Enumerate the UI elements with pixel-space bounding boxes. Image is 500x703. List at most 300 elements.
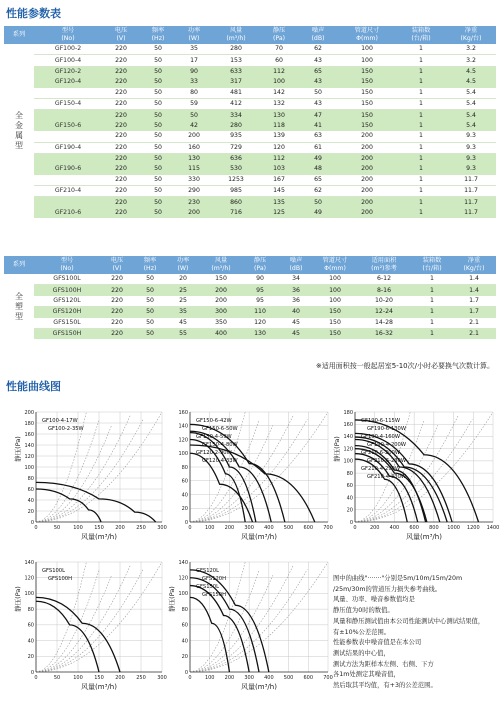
- table-cell: 1: [412, 328, 452, 339]
- table-row: [4, 66, 496, 77]
- y-tick-label: 120: [178, 437, 188, 444]
- table-cell: 220: [100, 328, 134, 339]
- x-axis-label: 风量(m³/h): [81, 683, 117, 691]
- table-cell: 100: [314, 274, 356, 285]
- table-cell: 63: [298, 131, 338, 142]
- table-cell: 45: [166, 318, 200, 329]
- table-cell: 43: [298, 55, 338, 66]
- table-cell: 130: [176, 153, 212, 164]
- table-cell: 50: [176, 110, 212, 121]
- y-tick-label: 140: [178, 559, 188, 566]
- table-cell: 220: [102, 121, 140, 131]
- table-cell: 150: [314, 328, 356, 339]
- table-cell: 59: [176, 98, 212, 109]
- y-tick-label: 160: [178, 409, 188, 416]
- x-tick-label: 150: [94, 675, 104, 681]
- table-cell: 1: [396, 131, 446, 142]
- table-cell: 220: [100, 296, 134, 307]
- table-cell: 115: [176, 164, 212, 174]
- table-cell: 220: [102, 77, 140, 87]
- table-cell: 200: [176, 131, 212, 142]
- table-cell: 20: [166, 274, 200, 285]
- column-header: 净重 (Kg/台): [446, 26, 496, 44]
- table-cell: 150: [338, 110, 396, 121]
- column-header: 管道尺寸 Φ(mm): [314, 256, 356, 274]
- chart-gf120-gf150: [170, 398, 335, 548]
- table-cell: 3.2: [446, 44, 496, 55]
- x-tick-label: 600: [303, 675, 314, 681]
- x-tick-label: 200: [115, 675, 125, 681]
- table-cell: 110: [242, 307, 278, 318]
- y-tick-label: 140: [24, 559, 34, 566]
- table-cell: 153: [212, 55, 260, 66]
- table-cell: 220: [102, 142, 140, 153]
- table-row: [4, 55, 496, 66]
- note-line: 图中的曲线"·······"分别是5m/10m/15m/20m: [333, 575, 463, 582]
- table-cell: 118: [260, 121, 298, 131]
- table-cell: 1: [396, 88, 446, 99]
- table-cell: 1: [396, 164, 446, 174]
- y-tick-label: 60: [346, 483, 353, 490]
- table-cell: 8-16: [356, 285, 412, 296]
- series-curve: [36, 601, 99, 672]
- model-cell: GFS150H: [34, 328, 100, 339]
- table-cell: 12-24: [356, 307, 412, 318]
- table-cell: 34: [278, 274, 314, 285]
- column-header: 电压 (V): [100, 256, 134, 274]
- table-cell: 4.5: [446, 66, 496, 77]
- table-cell: 5.4: [446, 121, 496, 131]
- table-cell: 220: [102, 88, 140, 99]
- y-tick-label: 140: [24, 442, 34, 449]
- model-cell: GFS100H: [34, 285, 100, 296]
- table-cell: 145: [260, 186, 298, 197]
- x-tick-label: 600: [409, 525, 419, 531]
- note-line: 静压值为0时的数值。: [333, 607, 394, 615]
- table-cell: 1: [396, 98, 446, 109]
- series-label: GF120-2-90W: [196, 450, 232, 456]
- duct-loss-curve: [36, 425, 112, 522]
- x-axis-label: 风量(m³/h): [241, 533, 277, 541]
- table-row: [4, 318, 496, 329]
- y-tick-label: 40: [27, 497, 34, 504]
- table-row: [4, 164, 496, 174]
- y-tick-label: 40: [346, 495, 353, 502]
- table-cell: 49: [298, 153, 338, 164]
- x-tick-label: 200: [224, 675, 235, 681]
- table-cell: 100: [338, 44, 396, 55]
- x-axis-label: 风量(m³/h): [406, 533, 442, 541]
- table-row: [4, 197, 496, 208]
- table-cell: 50: [140, 44, 176, 55]
- x-tick-label: 500: [283, 675, 294, 681]
- table-cell: 35: [166, 307, 200, 318]
- y-tick-label: 0: [349, 519, 353, 526]
- y-tick-label: 20: [346, 507, 353, 514]
- model-cell: GF120-4: [34, 77, 102, 87]
- table-cell: 4.5: [446, 77, 496, 87]
- table-row: [4, 296, 496, 307]
- x-tick-label: 1000: [447, 525, 460, 531]
- table-cell: 5.4: [446, 110, 496, 121]
- table-cell: 25: [166, 296, 200, 307]
- y-tick-label: 20: [27, 654, 34, 661]
- x-tick-label: 0: [353, 525, 357, 531]
- y-tick-label: 100: [24, 464, 34, 471]
- model-cell: [34, 153, 102, 164]
- table-cell: 1: [412, 307, 452, 318]
- y-tick-label: 100: [178, 591, 188, 598]
- series-label: GF210-6-230W: [367, 458, 406, 464]
- y-axis-label: 静压(Pa): [14, 586, 22, 612]
- table-cell: 200: [338, 153, 396, 164]
- table-cell: 62: [298, 44, 338, 55]
- table-cell: 317: [212, 77, 260, 87]
- table-cell: 11.7: [446, 186, 496, 197]
- table-cell: 300: [200, 307, 242, 318]
- note-line: 有±10%公差范围。: [333, 628, 391, 636]
- table-cell: 150: [338, 66, 396, 77]
- y-tick-label: 60: [181, 478, 188, 485]
- table-cell: 935: [212, 131, 260, 142]
- x-tick-label: 200: [369, 525, 380, 531]
- x-tick-label: 200: [224, 525, 235, 531]
- table-cell: 120: [242, 318, 278, 329]
- y-tick-label: 40: [181, 638, 188, 645]
- table-cell: 45: [278, 318, 314, 329]
- table-cell: 130: [260, 110, 298, 121]
- x-tick-label: 300: [244, 675, 254, 681]
- x-tick-label: 0: [34, 525, 38, 531]
- series-label: GF100-4-17W: [42, 418, 78, 424]
- table-cell: 150: [200, 274, 242, 285]
- x-tick-label: 800: [429, 525, 439, 531]
- series-label: GF150-6-42W: [196, 418, 232, 424]
- table-cell: 1: [396, 55, 446, 66]
- table-cell: 40: [278, 307, 314, 318]
- table-cell: 33: [176, 77, 212, 87]
- x-tick-label: 700: [323, 675, 333, 681]
- x-tick-label: 100: [73, 525, 83, 531]
- table-cell: 120: [260, 142, 298, 153]
- table-row: [4, 307, 496, 318]
- table-row: [4, 77, 496, 87]
- x-tick-label: 100: [204, 675, 215, 681]
- table-cell: 1.4: [452, 285, 496, 296]
- table-cell: 200: [338, 208, 396, 218]
- x-tick-label: 100: [73, 675, 83, 681]
- series-label: GF150-6-50W: [202, 426, 238, 432]
- table-cell: 481: [212, 88, 260, 99]
- column-header: 功率 (W): [166, 256, 200, 274]
- table-cell: 50: [298, 197, 338, 208]
- table-cell: 65: [298, 66, 338, 77]
- model-cell: GF190-6: [34, 164, 102, 174]
- model-cell: GF190-4: [34, 142, 102, 153]
- table-cell: 220: [102, 197, 140, 208]
- table-cell: 412: [212, 98, 260, 109]
- table-cell: 1: [412, 318, 452, 329]
- chart-gf100: [0, 398, 170, 548]
- series-label: GF210-6-200W: [361, 450, 400, 456]
- x-tick-label: 500: [283, 525, 294, 531]
- series-label: GFS150H: [202, 592, 227, 598]
- table-row: [4, 98, 496, 109]
- table-cell: 636: [212, 153, 260, 164]
- table-row: [4, 285, 496, 296]
- table-cell: 50: [134, 318, 166, 329]
- table-cell: 150: [338, 98, 396, 109]
- y-tick-label: 120: [178, 575, 188, 582]
- column-header: 风量 (m³/h): [200, 256, 242, 274]
- y-tick-label: 40: [27, 638, 34, 645]
- column-header: 静压 (Pa): [260, 26, 298, 44]
- table-cell: 16-32: [356, 328, 412, 339]
- model-cell: GF210-4: [34, 186, 102, 197]
- column-header: 系列: [4, 256, 34, 274]
- table-cell: 50: [140, 66, 176, 77]
- table-cell: 220: [102, 164, 140, 174]
- table-cell: 50: [140, 208, 176, 218]
- series-label: GF150-4-80W: [202, 442, 238, 448]
- table-cell: 220: [102, 208, 140, 218]
- table-cell: 130: [242, 328, 278, 339]
- table-cell: 290: [176, 186, 212, 197]
- x-tick-label: 300: [157, 525, 167, 531]
- table-row: [4, 175, 496, 186]
- table-cell: 135: [260, 197, 298, 208]
- table-cell: 1: [396, 121, 446, 131]
- series-label: GFS120H: [202, 576, 227, 582]
- y-tick-label: 40: [181, 492, 188, 499]
- table-cell: 2.1: [452, 328, 496, 339]
- model-cell: [34, 197, 102, 208]
- table-cell: 200: [338, 164, 396, 174]
- y-tick-label: 120: [24, 453, 34, 460]
- table-cell: 50: [134, 307, 166, 318]
- table-cell: 100: [314, 296, 356, 307]
- table-cell: 100: [338, 55, 396, 66]
- table-cell: 9.3: [446, 153, 496, 164]
- table-cell: 220: [102, 153, 140, 164]
- table-cell: 200: [338, 186, 396, 197]
- series-label: GF190-6-115W: [361, 418, 400, 424]
- y-tick-label: 0: [30, 519, 34, 526]
- plastic-series-table: [4, 256, 496, 339]
- model-cell: GFS150L: [34, 318, 100, 329]
- table-cell: 6-12: [356, 274, 412, 285]
- column-header: 适用面积 (m²)参考: [356, 256, 412, 274]
- table-row: [4, 121, 496, 131]
- duct-loss-curve: [36, 575, 112, 672]
- table-cell: 1: [412, 274, 452, 285]
- table-cell: 25: [166, 285, 200, 296]
- table-cell: 200: [338, 175, 396, 186]
- table-cell: 42: [176, 121, 212, 131]
- y-axis-label: 静压(Pa): [168, 586, 176, 612]
- duct-loss-curve: [36, 420, 99, 522]
- y-tick-label: 80: [346, 470, 353, 477]
- series-label: GF190-4-160W: [361, 434, 400, 440]
- column-header: 风量 (m³/h): [212, 26, 260, 44]
- model-cell: GF100-2: [34, 44, 102, 55]
- table-cell: 9.3: [446, 142, 496, 153]
- table-cell: 65: [298, 175, 338, 186]
- table-cell: 60: [260, 55, 298, 66]
- table-cell: 11.7: [446, 208, 496, 218]
- table-cell: 1253: [212, 175, 260, 186]
- table-cell: 35: [176, 44, 212, 55]
- table-cell: 200: [200, 296, 242, 307]
- table-cell: 50: [134, 274, 166, 285]
- table-cell: 139: [260, 131, 298, 142]
- series-label: GF210-4-290W: [361, 466, 400, 472]
- table-cell: 55: [166, 328, 200, 339]
- x-tick-label: 200: [115, 525, 125, 531]
- column-header: 管道尺寸 Φ(mm): [338, 26, 396, 44]
- table-cell: 230: [176, 197, 212, 208]
- table-cell: 50: [140, 153, 176, 164]
- table-cell: 220: [102, 131, 140, 142]
- table-cell: 100: [260, 77, 298, 87]
- y-tick-label: 20: [181, 654, 188, 661]
- table-cell: 150: [314, 307, 356, 318]
- table-cell: 43: [298, 98, 338, 109]
- column-header: 噪声 (dB): [298, 26, 338, 44]
- table-cell: 48: [298, 164, 338, 174]
- series-label: 全塑型: [4, 274, 34, 339]
- table-cell: 160: [176, 142, 212, 153]
- table-cell: 36: [278, 285, 314, 296]
- table-cell: 200: [338, 131, 396, 142]
- table-cell: 9.3: [446, 131, 496, 142]
- table-cell: 2.1: [452, 318, 496, 329]
- column-header: 功率 (W): [176, 26, 212, 44]
- model-cell: GF120-2: [34, 66, 102, 77]
- table-row: [4, 274, 496, 285]
- table-cell: 50: [140, 77, 176, 87]
- table-cell: 3.2: [446, 55, 496, 66]
- table-cell: 1: [396, 77, 446, 87]
- table-cell: 41: [298, 121, 338, 131]
- column-header: 电压 (V): [102, 26, 140, 44]
- table-cell: 11.7: [446, 197, 496, 208]
- x-tick-label: 300: [244, 525, 254, 531]
- table-cell: 50: [140, 55, 176, 66]
- x-tick-label: 400: [264, 675, 274, 681]
- note-line: 然后取其平均值，有+3的公差范围。: [333, 682, 437, 690]
- y-tick-label: 100: [178, 451, 188, 458]
- table-cell: 9.3: [446, 164, 496, 174]
- table-cell: 220: [100, 285, 134, 296]
- x-tick-label: 400: [389, 525, 400, 531]
- table-cell: 530: [212, 164, 260, 174]
- column-header: 装箱数 (台/箱): [396, 26, 446, 44]
- x-tick-label: 250: [136, 525, 146, 531]
- table-cell: 49: [298, 208, 338, 218]
- table-row: [4, 110, 496, 121]
- model-cell: GF100-4: [34, 55, 102, 66]
- y-tick-label: 100: [24, 591, 34, 598]
- note-line: 各1m处测定其噪音值，: [333, 671, 400, 679]
- series-label: 全金属型: [4, 44, 34, 218]
- table-cell: 220: [102, 175, 140, 186]
- y-tick-label: 60: [27, 622, 34, 629]
- model-cell: GFS120L: [34, 296, 100, 307]
- y-tick-label: 20: [181, 506, 188, 513]
- table-cell: 1: [396, 66, 446, 77]
- series-curve: [190, 586, 249, 672]
- table-cell: 50: [140, 142, 176, 153]
- x-axis-label: 风量(m³/h): [81, 533, 117, 541]
- table-cell: 50: [140, 98, 176, 109]
- table-cell: 280: [212, 121, 260, 131]
- y-tick-label: 140: [178, 423, 188, 430]
- table-cell: 1.7: [452, 296, 496, 307]
- model-cell: GFS100L: [34, 274, 100, 285]
- x-tick-label: 1200: [466, 525, 480, 531]
- y-tick-label: 160: [24, 431, 34, 438]
- y-tick-label: 0: [184, 519, 188, 526]
- table-cell: 716: [212, 208, 260, 218]
- table-cell: 1: [396, 110, 446, 121]
- y-tick-label: 80: [27, 475, 34, 482]
- series-label: GFS120L: [196, 568, 219, 574]
- table-cell: 50: [140, 164, 176, 174]
- table-cell: 220: [102, 110, 140, 121]
- table-cell: 95: [242, 296, 278, 307]
- y-tick-label: 0: [184, 669, 188, 676]
- x-tick-label: 250: [136, 675, 146, 681]
- model-cell: [34, 175, 102, 186]
- x-axis-label: 风量(m³/h): [241, 683, 277, 691]
- model-cell: GFS120H: [34, 307, 100, 318]
- table-cell: 150: [338, 77, 396, 87]
- series-label: GFS100H: [48, 576, 73, 582]
- column-header: 装箱数 (台/箱): [412, 256, 452, 274]
- series-label: GF100-2-35W: [48, 426, 84, 432]
- table-cell: 220: [102, 66, 140, 77]
- table-cell: 112: [260, 66, 298, 77]
- model-cell: [34, 131, 102, 142]
- table-cell: 47: [298, 110, 338, 121]
- table-cell: 220: [102, 44, 140, 55]
- column-header: 噪声 (dB): [278, 256, 314, 274]
- table-cell: 200: [338, 142, 396, 153]
- y-axis-label: 静压(Pa): [14, 436, 22, 462]
- table-cell: 11.7: [446, 175, 496, 186]
- table-cell: 1: [412, 285, 452, 296]
- table-cell: 200: [338, 197, 396, 208]
- table-cell: 1.7: [452, 307, 496, 318]
- note-line: /25m/30m的管道压力损失参考曲线。: [333, 585, 442, 593]
- table-cell: 50: [134, 296, 166, 307]
- x-tick-label: 0: [34, 675, 38, 681]
- table-cell: 50: [134, 328, 166, 339]
- x-tick-label: 50: [53, 525, 61, 531]
- x-tick-label: 0: [188, 525, 192, 531]
- table-cell: 50: [140, 121, 176, 131]
- table-cell: 985: [212, 186, 260, 197]
- x-tick-label: 150: [94, 525, 104, 531]
- table-cell: 50: [134, 285, 166, 296]
- table-row: [4, 328, 496, 339]
- y-tick-label: 20: [27, 508, 34, 515]
- table-cell: 70: [260, 44, 298, 55]
- table-row: [4, 142, 496, 153]
- table-cell: 1: [396, 197, 446, 208]
- model-cell: GF150-6: [34, 121, 102, 131]
